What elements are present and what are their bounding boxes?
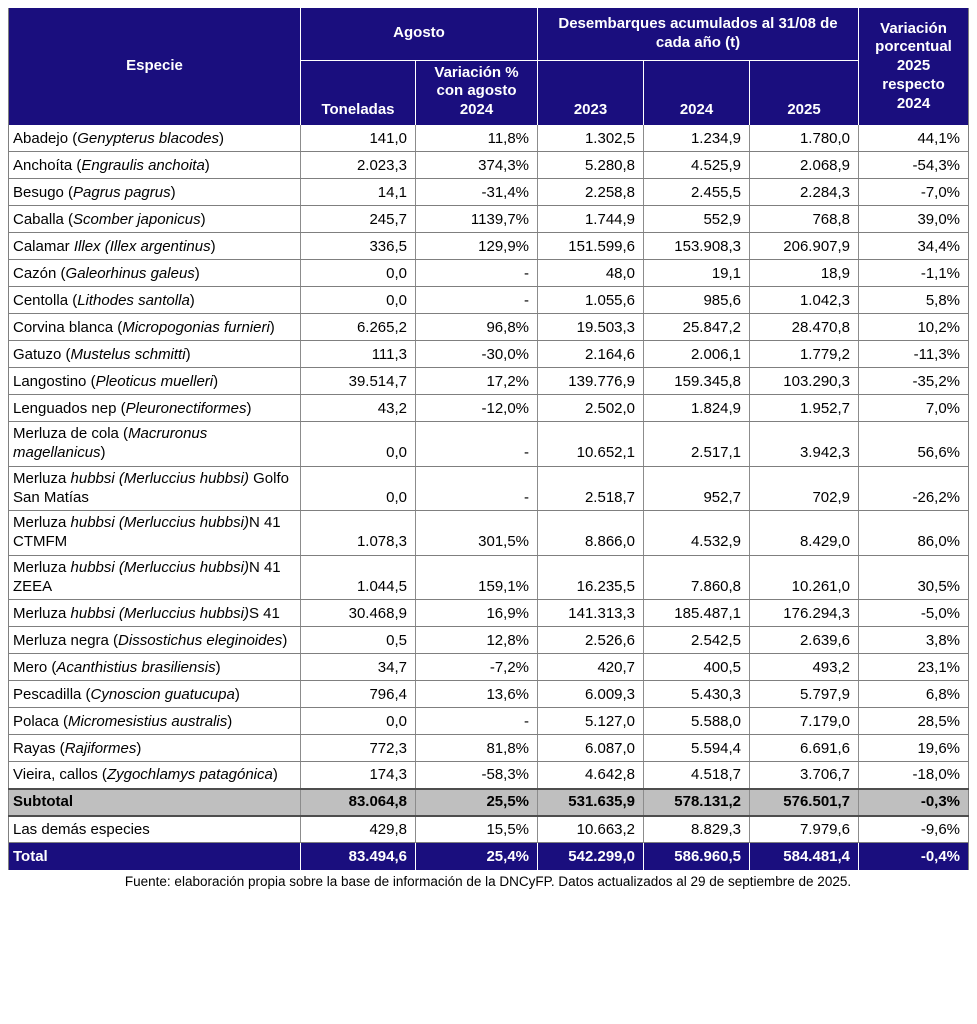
value-cell-variacion-agosto: -: [416, 466, 538, 511]
value-cell-2023: 6.087,0: [538, 735, 644, 762]
species-scientific-name: Illex (Illex argentinus: [73, 237, 211, 255]
value-cell-variacion-anual: 30,5%: [859, 555, 969, 600]
species-common-name: Pescadilla (: [13, 685, 91, 703]
value-cell-2025: 2.068,9: [750, 152, 859, 179]
value-cell-variacion-anual: -11,3%: [859, 341, 969, 368]
value-cell-variacion-agosto: 159,1%: [416, 555, 538, 600]
value-cell-2024: 1.234,9: [644, 125, 750, 152]
species-scientific-name: Micropogonias furnieri: [122, 318, 270, 336]
header-variacion-anual: Variación porcentual 2025 respecto 2024: [859, 8, 969, 125]
value-cell-variacion-anual: -54,3%: [859, 152, 969, 179]
species-scientific-name: hubbsi (Merluccius hubbsi): [70, 514, 249, 532]
value-cell-variacion-agosto: -7,2%: [416, 654, 538, 681]
species-common-name: ): [227, 712, 233, 730]
value-cell-toneladas: 83.494,6: [301, 843, 416, 870]
value-cell-2023: 2.518,7: [538, 466, 644, 511]
species-cell: [9, 152, 301, 179]
value-cell-2023: 2.164,6: [538, 341, 644, 368]
species-cell: [9, 125, 301, 152]
value-cell-variacion-anual: -9,6%: [859, 816, 969, 843]
value-cell-variacion-agosto: 301,5%: [416, 511, 538, 556]
table-row: [9, 600, 969, 627]
value-cell-2024: 578.131,2: [644, 789, 750, 816]
species-scientific-name: hubbsi (Merluccius hubbsi): [70, 469, 249, 487]
species-cell: [9, 627, 301, 654]
table-row: [9, 511, 969, 556]
value-cell-2025: 1.779,2: [750, 341, 859, 368]
value-cell-toneladas: 0,0: [301, 260, 416, 287]
species-common-name: ): [210, 237, 216, 255]
table-row: [9, 555, 969, 600]
value-cell-variacion-anual: -1,1%: [859, 260, 969, 287]
value-cell-variacion-agosto: 1139,7%: [416, 206, 538, 233]
species-common-name: N 41 CTMFM: [13, 514, 281, 550]
value-cell-2023: 2.258,8: [538, 179, 644, 206]
value-cell-2024: 25.847,2: [644, 314, 750, 341]
table-row: [9, 152, 969, 179]
value-cell-2023: 1.744,9: [538, 206, 644, 233]
species-common-name: ): [234, 685, 240, 703]
species-common-name: Cazón (: [13, 264, 66, 282]
species-cell: [9, 600, 301, 627]
value-cell-variacion-agosto: 12,8%: [416, 627, 538, 654]
value-cell-2025: 576.501,7: [750, 789, 859, 816]
value-cell-2023: 5.127,0: [538, 708, 644, 735]
value-cell-variacion-agosto: -58,3%: [416, 762, 538, 789]
value-cell-2025: 702,9: [750, 466, 859, 511]
species-common-name: Vieira, callos (: [13, 766, 107, 783]
value-cell-2025: 8.429,0: [750, 511, 859, 556]
value-cell-variacion-agosto: 25,4%: [416, 843, 538, 870]
value-cell-2025: 2.639,6: [750, 627, 859, 654]
value-cell-toneladas: 141,0: [301, 125, 416, 152]
species-cell: [9, 654, 301, 681]
value-cell-2024: 586.960,5: [644, 843, 750, 870]
value-cell-2023: 1.302,5: [538, 125, 644, 152]
value-cell-variacion-anual: 3,8%: [859, 627, 969, 654]
species-common-name: ): [136, 739, 142, 757]
value-cell-variacion-anual: 56,6%: [859, 422, 969, 467]
species-cell: [9, 843, 301, 870]
value-cell-toneladas: 245,7: [301, 206, 416, 233]
species-scientific-name: Pleoticus muelleri: [95, 372, 214, 390]
value-cell-2025: 7.179,0: [750, 708, 859, 735]
table-row: [9, 233, 969, 260]
species-common-name: Caballa (: [13, 210, 74, 228]
value-cell-toneladas: 43,2: [301, 395, 416, 422]
value-cell-toneladas: 1.078,3: [301, 511, 416, 556]
table-row: [9, 206, 969, 233]
value-cell-2024: 2.517,1: [644, 422, 750, 467]
value-cell-2023: 19.503,3: [538, 314, 644, 341]
species-scientific-name: Lithodes santolla: [77, 291, 190, 309]
species-common-name: ): [213, 372, 219, 390]
value-cell-variacion-anual: 34,4%: [859, 233, 969, 260]
value-cell-toneladas: 0,5: [301, 627, 416, 654]
species-cell: [9, 395, 301, 422]
value-cell-2024: 985,6: [644, 287, 750, 314]
table-row: [9, 314, 969, 341]
table-row: [9, 466, 969, 511]
value-cell-2025: 1.780,0: [750, 125, 859, 152]
species-cell: [9, 206, 301, 233]
value-cell-variacion-anual: 6,8%: [859, 681, 969, 708]
value-cell-variacion-anual: -0,3%: [859, 789, 969, 816]
header-2025: 2025: [750, 60, 859, 125]
value-cell-toneladas: 111,3: [301, 341, 416, 368]
table-row: [9, 681, 969, 708]
value-cell-variacion-anual: 19,6%: [859, 735, 969, 762]
species-common-name: Merluza negra (: [13, 631, 119, 649]
species-common-name: Rayas (: [13, 739, 65, 757]
table-row: [9, 341, 969, 368]
value-cell-2025: 1.952,7: [750, 395, 859, 422]
species-common-name: ): [218, 129, 224, 147]
species-common-name: Polaca (: [13, 712, 69, 730]
value-cell-2024: 4.518,7: [644, 762, 750, 789]
species-scientific-name: Pleuronectiformes: [125, 399, 247, 417]
species-scientific-name: Acanthistius brasiliensis: [56, 658, 216, 676]
value-cell-variacion-agosto: 17,2%: [416, 368, 538, 395]
species-common-name: Merluza: [13, 469, 71, 487]
value-cell-variacion-anual: 23,1%: [859, 654, 969, 681]
source-note: Fuente: elaboración propia sobre la base de información de la DNCyFP. Datos actualizados al 29 de septiembre de 2025.: [124, 873, 852, 889]
value-cell-2025: 28.470,8: [750, 314, 859, 341]
value-cell-2024: 552,9: [644, 206, 750, 233]
value-cell-2025: 176.294,3: [750, 600, 859, 627]
species-scientific-name: Rajiformes: [64, 739, 137, 757]
value-cell-2024: 1.824,9: [644, 395, 750, 422]
species-scientific-name: Genypterus blacodes: [77, 129, 219, 147]
value-cell-2023: 4.642,8: [538, 762, 644, 789]
value-cell-toneladas: 0,0: [301, 287, 416, 314]
species-scientific-name: Micromesistius australis: [68, 712, 228, 730]
value-cell-toneladas: 429,8: [301, 816, 416, 843]
table-row: [9, 287, 969, 314]
value-cell-2023: 542.299,0: [538, 843, 644, 870]
value-cell-variacion-agosto: -: [416, 708, 538, 735]
species-common-name: Langostino (: [13, 372, 96, 390]
table-row: [9, 708, 969, 735]
species-cell: [9, 422, 301, 467]
value-cell-variacion-agosto: -12,0%: [416, 395, 538, 422]
value-cell-variacion-anual: 39,0%: [859, 206, 969, 233]
value-cell-toneladas: 83.064,8: [301, 789, 416, 816]
value-cell-toneladas: 30.468,9: [301, 600, 416, 627]
subtotal-row: [9, 789, 969, 816]
table-row: [9, 179, 969, 206]
value-cell-2023: 5.280,8: [538, 152, 644, 179]
value-cell-2024: 159.345,8: [644, 368, 750, 395]
value-cell-2024: 8.829,3: [644, 816, 750, 843]
value-cell-2024: 2.006,1: [644, 341, 750, 368]
value-cell-toneladas: 2.023,3: [301, 152, 416, 179]
species-common-name: ): [204, 156, 210, 174]
table-row: [9, 368, 969, 395]
species-cell: [9, 789, 301, 816]
species-cell: [9, 368, 301, 395]
value-cell-2025: 493,2: [750, 654, 859, 681]
value-cell-variacion-anual: 44,1%: [859, 125, 969, 152]
header-toneladas: Toneladas: [301, 60, 416, 125]
value-cell-variacion-agosto: 129,9%: [416, 233, 538, 260]
species-common-name: ): [185, 345, 191, 363]
species-scientific-name: Cynoscion guatucupa: [90, 685, 235, 703]
species-common-name: ): [246, 399, 252, 417]
value-cell-variacion-agosto: 81,8%: [416, 735, 538, 762]
species-common-name: ): [189, 291, 195, 309]
species-scientific-name: Pagrus pagrus: [73, 183, 171, 201]
value-cell-2025: 3.706,7: [750, 762, 859, 789]
value-cell-toneladas: 14,1: [301, 179, 416, 206]
species-common-name: ): [200, 210, 206, 228]
value-cell-toneladas: 6.265,2: [301, 314, 416, 341]
landings-table: [8, 8, 969, 870]
value-cell-2023: 139.776,9: [538, 368, 644, 395]
value-cell-variacion-anual: 86,0%: [859, 511, 969, 556]
value-cell-2025: 768,8: [750, 206, 859, 233]
value-cell-variacion-agosto: 11,8%: [416, 125, 538, 152]
table-row: [9, 816, 969, 843]
value-cell-toneladas: 796,4: [301, 681, 416, 708]
species-common-name: ): [269, 318, 275, 336]
species-common-name: ): [194, 264, 200, 282]
value-cell-toneladas: 34,7: [301, 654, 416, 681]
value-cell-2025: 584.481,4: [750, 843, 859, 870]
value-cell-2024: 5.594,4: [644, 735, 750, 762]
value-cell-2024: 185.487,1: [644, 600, 750, 627]
value-cell-2025: 1.042,3: [750, 287, 859, 314]
value-cell-2024: 4.525,9: [644, 152, 750, 179]
value-cell-variacion-agosto: 16,9%: [416, 600, 538, 627]
value-cell-2024: 5.588,0: [644, 708, 750, 735]
species-scientific-name: Mustelus schmitti: [70, 345, 186, 363]
value-cell-variacion-anual: 28,5%: [859, 708, 969, 735]
value-cell-variacion-agosto: 15,5%: [416, 816, 538, 843]
value-cell-2024: 4.532,9: [644, 511, 750, 556]
value-cell-2023: 2.526,6: [538, 627, 644, 654]
value-cell-2024: 2.542,5: [644, 627, 750, 654]
species-cell: [9, 735, 301, 762]
total-row: [9, 843, 969, 870]
header-agosto-group: Agosto: [301, 8, 538, 60]
species-scientific-name: hubbsi (Merluccius hubbsi): [70, 604, 249, 622]
species-cell: [9, 341, 301, 368]
value-cell-2024: 5.430,3: [644, 681, 750, 708]
species-common-name: Merluza de cola (: [13, 425, 129, 443]
value-cell-2024: 400,5: [644, 654, 750, 681]
value-cell-2023: 141.313,3: [538, 600, 644, 627]
value-cell-2023: 10.663,2: [538, 816, 644, 843]
species-common-name: Corvina blanca (: [13, 318, 123, 336]
species-common-name: S 41: [248, 604, 280, 622]
header-especie: Especie: [9, 8, 301, 125]
value-cell-variacion-anual: -0,4%: [859, 843, 969, 870]
table-row: [9, 260, 969, 287]
table-row: [9, 654, 969, 681]
value-cell-2024: 19,1: [644, 260, 750, 287]
value-cell-toneladas: 174,3: [301, 762, 416, 789]
value-cell-variacion-anual: 7,0%: [859, 395, 969, 422]
species-cell: [9, 511, 301, 556]
value-cell-2023: 531.635,9: [538, 789, 644, 816]
species-cell: [9, 681, 301, 708]
value-cell-toneladas: 0,0: [301, 708, 416, 735]
species-common-name: Centolla (: [13, 291, 78, 309]
value-cell-2025: 18,9: [750, 260, 859, 287]
species-common-name: N 41 ZEEA: [13, 558, 281, 595]
value-cell-variacion-agosto: -: [416, 260, 538, 287]
species-cell: [9, 466, 301, 511]
species-common-name: Las demás especies: [13, 820, 150, 838]
species-common-name: Merluza: [13, 514, 71, 532]
value-cell-2023: 6.009,3: [538, 681, 644, 708]
species-cell: [9, 816, 301, 843]
value-cell-variacion-anual: -5,0%: [859, 600, 969, 627]
value-cell-toneladas: 336,5: [301, 233, 416, 260]
table-row: [9, 762, 969, 789]
header-variacion-agosto: Variación % con agosto 2024: [416, 60, 538, 125]
table-header: [9, 8, 969, 125]
species-scientific-name: hubbsi (Merluccius hubbsi): [70, 558, 249, 576]
value-cell-2025: 3.942,3: [750, 422, 859, 467]
value-cell-variacion-anual: 5,8%: [859, 287, 969, 314]
value-cell-variacion-agosto: 13,6%: [416, 681, 538, 708]
value-cell-variacion-anual: -35,2%: [859, 368, 969, 395]
header-desembarques-group: Desembarques acumulados al 31/08 de cada año (t): [538, 8, 859, 60]
value-cell-2025: 7.979,6: [750, 816, 859, 843]
species-common-name: Merluza: [13, 604, 71, 622]
value-cell-toneladas: 0,0: [301, 466, 416, 511]
value-cell-toneladas: 772,3: [301, 735, 416, 762]
value-cell-toneladas: 39.514,7: [301, 368, 416, 395]
value-cell-2023: 1.055,6: [538, 287, 644, 314]
value-cell-2025: 5.797,9: [750, 681, 859, 708]
species-common-name: ): [272, 766, 278, 783]
species-scientific-name: Macruronus magellanicus: [13, 425, 208, 461]
value-cell-variacion-anual: -7,0%: [859, 179, 969, 206]
value-cell-variacion-agosto: -31,4%: [416, 179, 538, 206]
value-cell-2023: 420,7: [538, 654, 644, 681]
value-cell-variacion-anual: -18,0%: [859, 762, 969, 789]
species-common-name: Lenguados nep (: [13, 399, 126, 417]
value-cell-2025: 6.691,6: [750, 735, 859, 762]
table-row: [9, 395, 969, 422]
table-body: [9, 125, 969, 870]
value-cell-2023: 10.652,1: [538, 422, 644, 467]
value-cell-2024: 7.860,8: [644, 555, 750, 600]
table-row: [9, 422, 969, 467]
species-cell: [9, 260, 301, 287]
value-cell-variacion-agosto: 96,8%: [416, 314, 538, 341]
species-common-name: ): [100, 444, 106, 461]
species-scientific-name: Zygochlamys patagónica: [106, 766, 273, 783]
species-cell: [9, 762, 301, 789]
value-cell-2024: 153.908,3: [644, 233, 750, 260]
value-cell-variacion-agosto: 25,5%: [416, 789, 538, 816]
species-common-name: Besugo (: [13, 183, 74, 201]
species-cell: [9, 555, 301, 600]
value-cell-variacion-anual: -26,2%: [859, 466, 969, 511]
species-scientific-name: Engraulis anchoita: [81, 156, 205, 174]
species-common-name: Mero (: [13, 658, 57, 676]
value-cell-2023: 48,0: [538, 260, 644, 287]
species-scientific-name: Galeorhinus galeus: [65, 264, 195, 282]
value-cell-variacion-anual: 10,2%: [859, 314, 969, 341]
species-common-name: ): [282, 631, 288, 649]
species-common-name: Gatuzo (: [13, 345, 71, 363]
value-cell-2023: 8.866,0: [538, 511, 644, 556]
species-cell: [9, 233, 301, 260]
value-cell-toneladas: 0,0: [301, 422, 416, 467]
value-cell-toneladas: 1.044,5: [301, 555, 416, 600]
value-cell-2025: 103.290,3: [750, 368, 859, 395]
species-scientific-name: Dissostichus eleginoides: [118, 631, 283, 649]
header-2024: 2024: [644, 60, 750, 125]
value-cell-2025: 10.261,0: [750, 555, 859, 600]
species-common-name: Calamar: [13, 237, 74, 255]
value-cell-variacion-agosto: -: [416, 287, 538, 314]
value-cell-2023: 151.599,6: [538, 233, 644, 260]
value-cell-2025: 2.284,3: [750, 179, 859, 206]
species-common-name: Total: [13, 848, 48, 865]
value-cell-2023: 2.502,0: [538, 395, 644, 422]
species-common-name: Anchoíta (: [13, 156, 82, 174]
species-cell: [9, 287, 301, 314]
table-row: [9, 735, 969, 762]
value-cell-variacion-agosto: 374,3%: [416, 152, 538, 179]
species-common-name: Abadejo (: [13, 129, 78, 147]
table-row: [9, 627, 969, 654]
header-2023: 2023: [538, 60, 644, 125]
value-cell-2023: 16.235,5: [538, 555, 644, 600]
species-cell: [9, 314, 301, 341]
species-scientific-name: Scomber japonicus: [73, 210, 201, 228]
table-row: [9, 125, 969, 152]
species-cell: [9, 179, 301, 206]
value-cell-2024: 2.455,5: [644, 179, 750, 206]
species-common-name: ): [170, 183, 176, 201]
value-cell-2025: 206.907,9: [750, 233, 859, 260]
value-cell-variacion-agosto: -: [416, 422, 538, 467]
species-cell: [9, 708, 301, 735]
species-common-name: Merluza: [13, 558, 71, 576]
value-cell-variacion-agosto: -30,0%: [416, 341, 538, 368]
species-common-name: Golfo San Matías: [13, 469, 289, 506]
value-cell-2024: 952,7: [644, 466, 750, 511]
species-common-name: Subtotal: [13, 793, 73, 810]
species-common-name: ): [215, 658, 221, 676]
